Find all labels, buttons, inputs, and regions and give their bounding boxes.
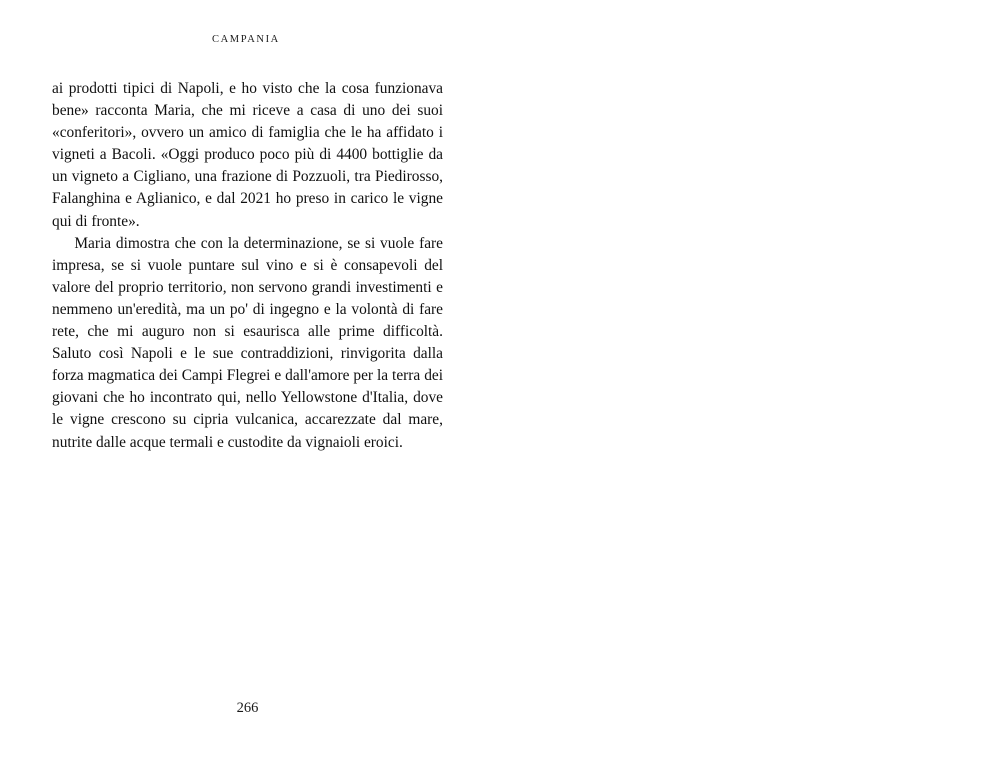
verso-text-column: [52, 78, 443, 454]
paragraph: ai prodotti tipici di Napoli, e ho visto che la cosa funzionava bene» racconta Maria, che mi riceve a casa di uno dei suoi «conferitori», ovvero un amico di famiglia che le ha affidato i vigneti a Bacoli. «Oggi produco poco più di 4400 bottiglie da un vigneto a Cigliano, una frazione di Pozzuoli, tra Piedirosso, Falanghina e Aglianico, e dal 2021 ho preso in carico le vigne qui di fronte».: [52, 80, 443, 230]
running-head-campania: CAMPANIA: [212, 34, 280, 45]
verso-page: [0, 0, 500, 750]
paragraph: Maria dimostra che con la determinazione, se si vuole fare impresa, se si vuole puntare sul vino e si è consapevoli del valore del proprio territorio, non servono grandi investimenti e nemmeno un'eredità, ma un po' di ingegno e la volontà di fare rete, che mi auguro non si esaurisca alle prime difficoltà. Saluto così Napoli e le sue contraddizioni, rinvigorita dalla forza magmatica dei Campi Flegrei e dall'amore per la terra dei giovani che ho incontrato qui, nello Yellowstone d'Italia, dove le vigne crescono su cipria vulcanica, accarezzate dal mare, nutrite dalle acque termali e custodite da vignaioli eroici.: [52, 234, 443, 451]
page-number-verso: 266: [236, 700, 259, 716]
recto-page: [500, 0, 1000, 750]
